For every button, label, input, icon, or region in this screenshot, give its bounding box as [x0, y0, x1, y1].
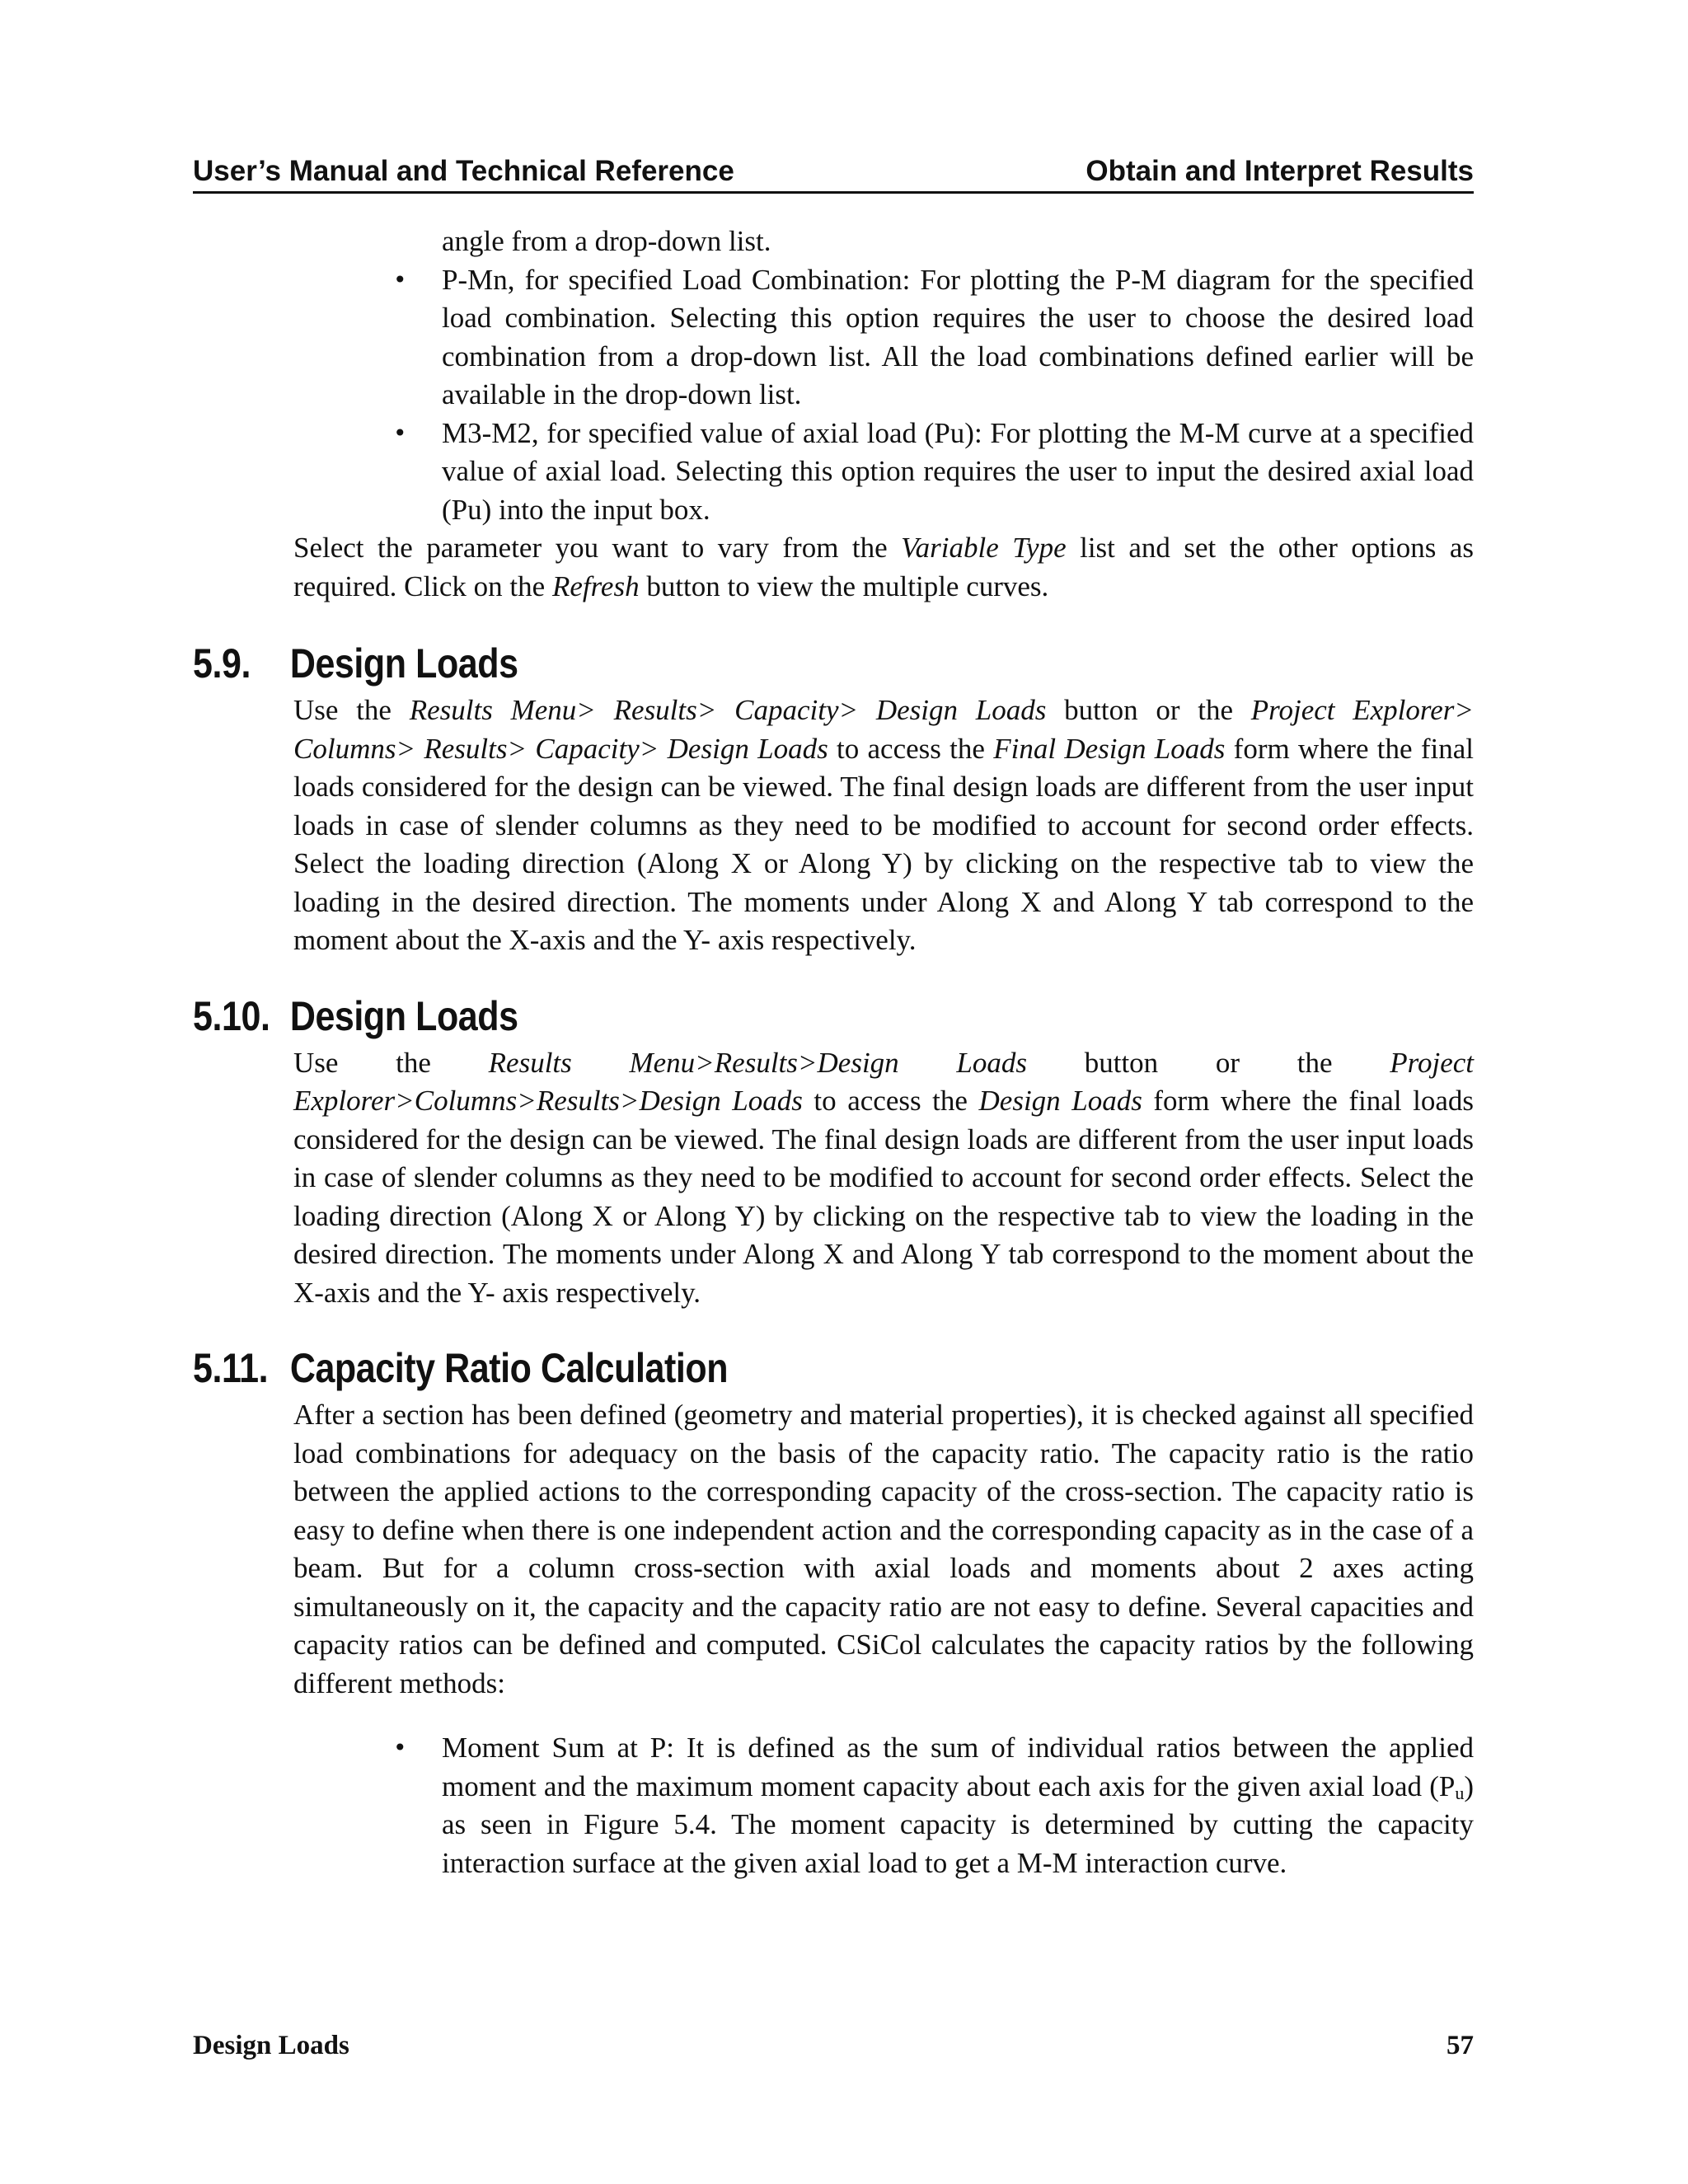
list-item: • Moment Sum at P: It is defined as the sum of individual ratios between the applied moment and the maximum moment capacity about each axis for the given axial load $(P_u)$ as seen in Figure 5.4. The moment capacity is determined by cutting the capacity interaction surface at the given axial load to get a M-M interaction curve.: [442, 1729, 1474, 1882]
section-heading-5-9: [193, 637, 1294, 690]
section-5-10-body: Use the Results Menu>Results>Design Loads button or the Project Explorer>Columns>Results>Design Loads to access the Design Loads form where the final loads considered for the design can be viewed. The final design loads are different from the user input loads in case of slender columns as they need to be modified to account for second order effects. Select the loading direction (Along X or Along Y) by clicking on the respective tab to view the loading in the desired direction. The moments under Along X and Along Y tab correspond to the moment about the X-axis and the Y- axis respectively.: [293, 1046, 1474, 1309]
section-5-9-body: Use the Results Menu> Results> Capacity> Design Loads button or the Project Explorer> Columns> Results> Capacity> Design Loads to access the Final Design Loads form where the final loads considered for the design can be viewed. The final design loads are different from the user input loads in case of slender columns as they need to be modified to account for second order effects. Select the loading direction (Along X or Along Y) by clicking on the respective tab to view the loading in the desired direction. The moments under Along X and Along Y tab correspond to the moment about the X-axis and the Y- axis respectively.: [293, 694, 1474, 956]
section-heading-5-10: [193, 990, 1294, 1043]
page-content: [193, 223, 1475, 1882]
plot-option-list: [293, 223, 1474, 261]
section-number: 5.11.: [193, 1345, 269, 1391]
section-5-11-body: After a section has been defined (geometry and material properties), it is checked against all specified load combinations for adequacy on the basis of the capacity ratio. The capacity ratio is the ratio between the applied actions to the corresponding capacity of the cross-section. The capacity ratio is easy to define when there is one independent action and the corresponding capacity as in the case of a beam. But for a column cross-section with axial loads and moments about 2 axes acting simultaneously on it, the capacity and the capacity ratio are not easy to define. Several capacities and capacity ratios can be defined and computed. CSiCol calculates the capacity ratios by the following different methods:: [293, 1399, 1474, 1699]
section-number: 5.10.: [193, 992, 270, 1039]
page-footer: [193, 2031, 1474, 2061]
section-title: Design Loads: [289, 640, 518, 687]
page-number: 57: [1447, 2031, 1474, 2060]
list-item: • M3-M2, for specified value of axial load (Pu): For plotting the M-M curve at a specified value of axial load. Selecting this option requires the user to input the desired axial load (Pu) into the input box.: [442, 415, 1474, 530]
footer-section-title: Design Loads: [193, 2031, 349, 2060]
running-header: [193, 155, 1474, 194]
header-chapter-title: Obtain and Interpret Results: [1085, 155, 1474, 187]
section-title: Design Loads: [289, 992, 518, 1039]
continued-text: angle from a drop-down list.: [442, 225, 771, 257]
section-heading-5-11: [193, 1342, 1294, 1394]
plot-option-bullets: [293, 261, 1474, 530]
header-manual-title: User’s Manual and Technical Reference: [193, 155, 734, 187]
section-title: Capacity Ratio Calculation: [289, 1345, 729, 1391]
section-number: 5.9.: [193, 640, 251, 687]
variable-type-paragraph: Select the parameter you want to vary from the Variable Type list and set the other options as required. Click on the Refresh button to view the multiple curves.: [293, 532, 1475, 602]
list-item: • P-Mn, for specified Load Combination: For plotting the P-M diagram for the specified load combination. Selecting this option requires the user to choose the desired load combination from a drop-down list. All the load combinations defined earlier will be available in the drop-down list.: [442, 261, 1474, 415]
capacity-method-list: [293, 1729, 1474, 1882]
